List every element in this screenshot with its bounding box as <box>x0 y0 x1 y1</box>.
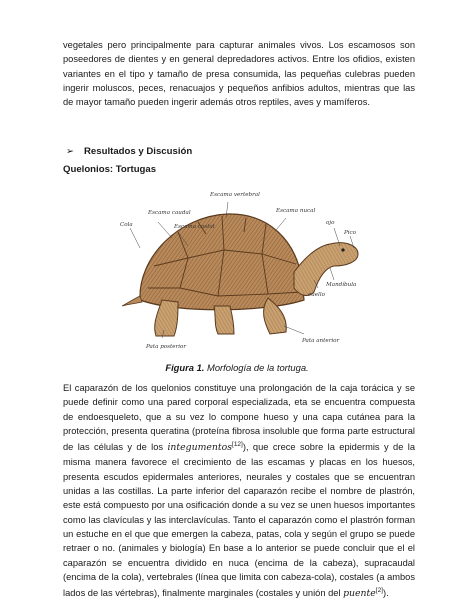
paragraph-caparazon <box>63 381 415 601</box>
figure-caption-text: Morfología de la tortuga. <box>207 362 309 373</box>
reference-12: [12] <box>232 441 243 449</box>
label-pico: Pico <box>344 230 357 236</box>
paragraph-caparazon-part-a: El caparazón de los quelonios constituye una prolongación de la caja torácica y se puede definir como una pared corporal especializada, eta se encuentra compuesta de endoesqueleto, que a su vez lo compone hueso y una capa cutánea para la protección, presenta queratina (proteína fibrosa insoluble que forma parte estructural de las células y de los <box>63 383 415 453</box>
section-heading-text: Resultados y Discusión <box>84 146 193 157</box>
label-escama-vertebral: Escama vertebral <box>210 192 260 198</box>
turtle-figure <box>118 188 366 358</box>
paragraph-caparazon-part-c: ). <box>383 588 389 599</box>
label-mandibula: Mandíbula <box>326 282 357 288</box>
label-pata-anterior: Pata anterior <box>302 338 340 344</box>
label-cola: Cola <box>120 222 133 228</box>
reference-2: [2] <box>375 587 383 595</box>
subsection-heading: Quelonios: Tortugas <box>63 164 157 175</box>
paragraph-caparazon-part-b: ), que crece sobre la epidermis y de la misma manera favorece el crecimiento de las escamas y placas en los huesos, presenta escudos epidermales anteriores, neurales y costales que se encuentran unidas a las costillas. La parte inferior del caparazón recibe el nombre de plastrón, este está compuesto por una osificación donde a su vez se unen huesos importantes como las clavículas y las interclavículas. Tanto el caparazón como el plastrón forman un estuche en el que que emergen la cabeza, patas, cola y según el grupo se puede retraer o no. (animales y biología) En base a lo anterior se puede concluir que el el caparazón se encuentra dividido en nuca (encima de la cabeza), supracaudal (encima de la cola), vertebrales (línea que limita con cabeza-cola), costales (a ambos lados de las vértebras), finalmente marginales (costales y unión del <box>63 442 415 599</box>
term-puente: puente <box>343 588 376 600</box>
figure-caption-label: Figura 1. <box>165 362 205 373</box>
label-escama-costal: Escama costal <box>174 224 215 230</box>
arrow-bullet-icon: ➢ <box>66 146 75 157</box>
term-integumentos: integumentos <box>167 442 233 454</box>
label-escama-caudal: Escama caudal <box>148 210 191 216</box>
label-ojo: ojo <box>326 220 335 226</box>
figure-caption <box>0 362 474 373</box>
label-pata-posterior: Pata posterior <box>146 344 187 350</box>
label-cuello: cuello <box>308 292 325 298</box>
paragraph-intro: vegetales pero principalmente para capturar animales vivos. Los escamosos son poseedores de dientes y en general depredadores activos. Entre los ofidios, existen variantes en el tipo y tamaño de presa consumida, las pequeñas culebras pueden ingerir moluscos, peces, renacuajos y pequeños anfibios adultos, mientras que las de mayor tamaño pueden ingerir además otros reptiles, aves y mamíferos. <box>63 40 415 108</box>
middle-leg <box>214 306 234 334</box>
tail <box>122 296 142 306</box>
section-heading <box>66 146 192 157</box>
label-escama-nucal: Escama nucal <box>276 208 316 214</box>
